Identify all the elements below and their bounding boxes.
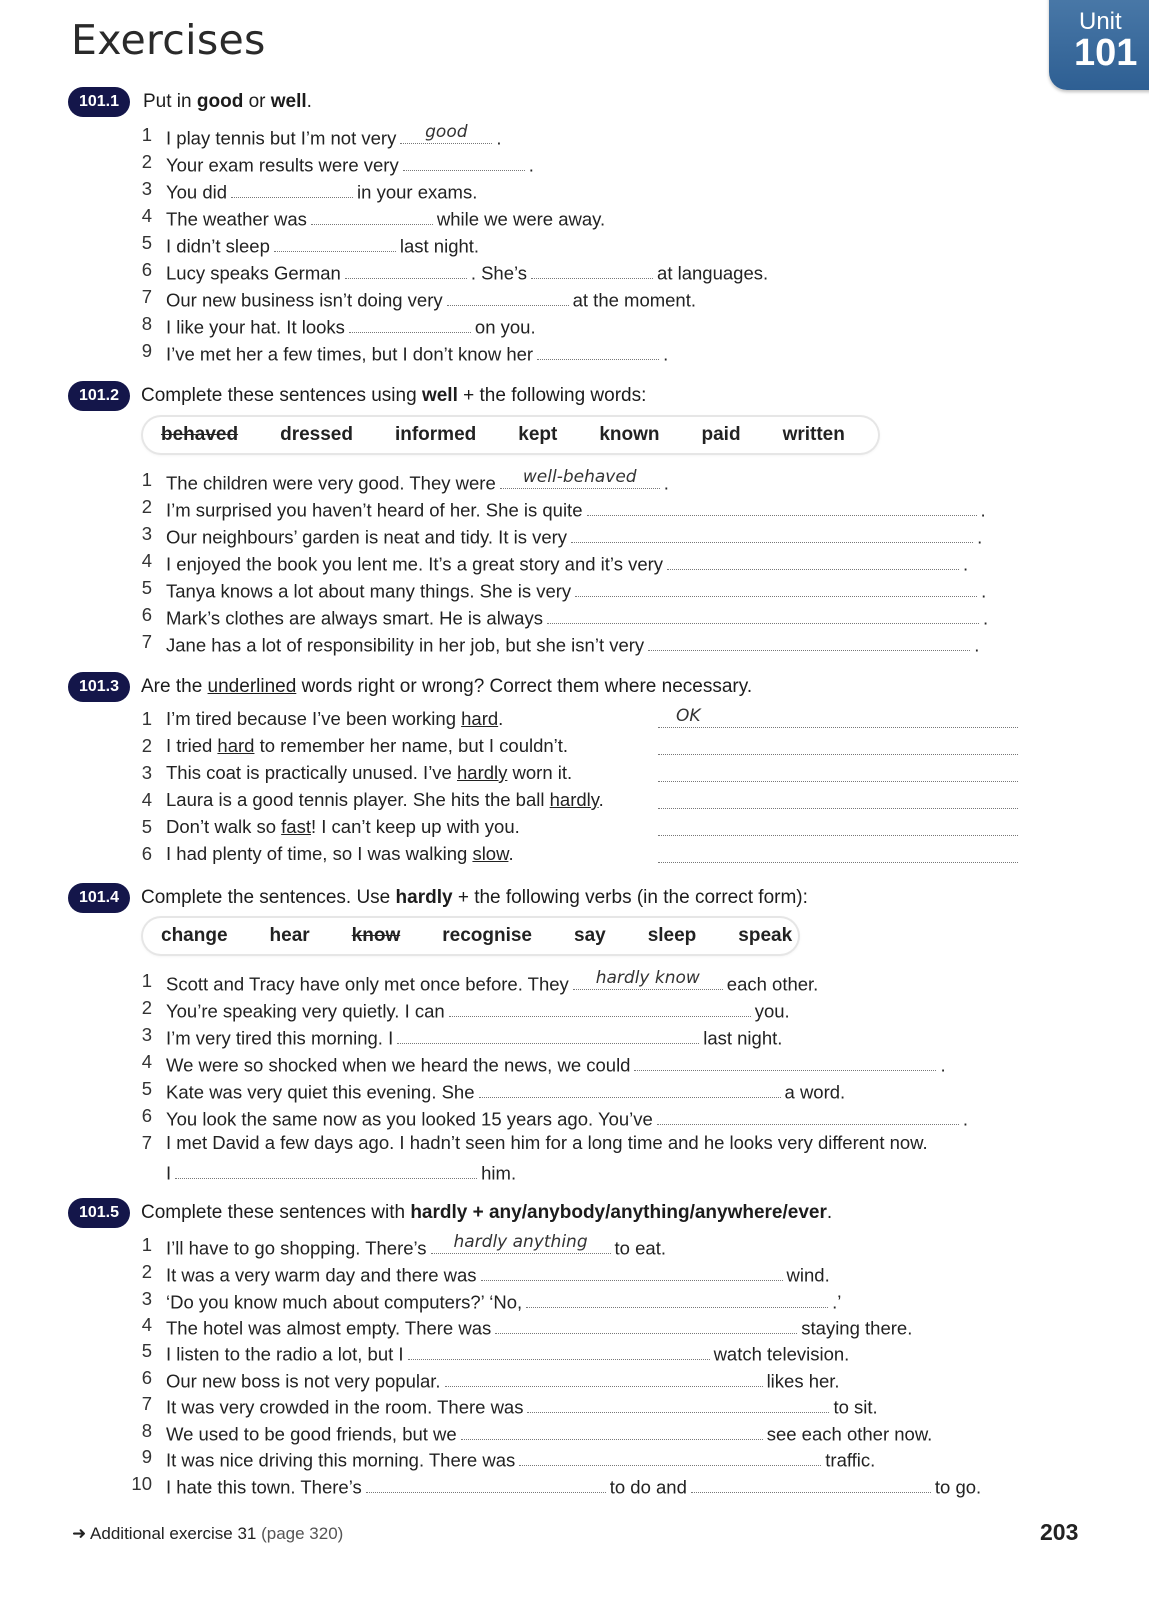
word-item: behaved (161, 424, 239, 445)
answer-row (658, 789, 1018, 814)
exercise-badge-101-3: 101.3 (68, 672, 130, 702)
answer-blank[interactable] (658, 762, 1018, 782)
item-number: 3 (141, 523, 152, 544)
answer-blank[interactable] (667, 550, 959, 570)
item-number: 6 (141, 604, 152, 625)
answer-blank[interactable] (445, 1367, 763, 1387)
word-item: paid (701, 424, 741, 445)
answer-blank[interactable] (526, 1288, 828, 1308)
word-item: say (574, 925, 606, 946)
underlined-word: hard (461, 708, 499, 729)
additional-exercise-link[interactable]: ➜ Additional exercise 31 (page 320) (72, 1524, 344, 1543)
word-item: kept (518, 424, 558, 445)
answer-blank[interactable] (449, 997, 751, 1017)
underlined-word: fast (281, 816, 311, 837)
exercise-item: I play tennis but I’m not very good . (166, 122, 502, 149)
exercise-badge-101-5: 101.5 (68, 1198, 130, 1228)
exercise-item: Laura is a good tennis player. She hits the ball hardly. (166, 789, 604, 810)
handwritten-answer: hardly know (595, 968, 700, 989)
exercise-item: Jane has a lot of responsibility in her job, but she isn’t very . (166, 631, 979, 656)
word-item: speak (738, 925, 793, 946)
page-title: Exercises (71, 16, 266, 64)
exercise-item: I tried hard to remember her name, but I couldn’t. (166, 735, 569, 756)
answer-blank[interactable] (175, 1159, 477, 1179)
answer-blank[interactable] (495, 1314, 797, 1334)
unit-number: 101 (1074, 32, 1138, 74)
handwritten-answer: well-behaved (522, 467, 637, 488)
exercise-item: I like your hat. It looks on you. (166, 313, 536, 338)
exercise-item: Scott and Tracy have only met once before. They hardly know each other. (166, 968, 819, 995)
item-number: 4 (141, 789, 152, 810)
item-number: 5 (141, 232, 152, 253)
item-number: 1 (141, 124, 152, 145)
item-number: 1 (141, 1234, 152, 1255)
answer-blank[interactable] (634, 1051, 936, 1071)
exercise-item: The weather was while we were away. (166, 205, 605, 230)
item-number: 4 (141, 1051, 152, 1072)
answer-blank[interactable] (658, 843, 1018, 863)
answer-blank[interactable] (461, 1420, 763, 1440)
answer-blank[interactable] (657, 1105, 959, 1125)
answer-blank[interactable] (447, 286, 569, 306)
exercise-item: This coat is practically unused. I’ve hardly worn it. (166, 762, 573, 783)
exercise-instruction: Put in good or well. (143, 91, 312, 112)
exercise-item: I hate this town. There’s to do and to go. (166, 1473, 981, 1498)
answer-blank[interactable] (519, 1446, 821, 1466)
word-item: informed (394, 424, 477, 445)
word-item: sleep (647, 925, 697, 946)
exercise-item-continued: I him. (166, 1159, 516, 1184)
item-number: 4 (141, 205, 152, 226)
answer-row (658, 735, 1018, 760)
item-number: 3 (141, 762, 152, 783)
exercise-item: I’ve met her a few times, but I don’t know her . (166, 340, 668, 365)
answer-blank[interactable] (481, 1261, 783, 1281)
answer-blank[interactable] (403, 151, 525, 171)
answer-blank[interactable] (366, 1473, 606, 1493)
word-item: known (599, 424, 660, 445)
answer-blank[interactable] (431, 1234, 611, 1254)
underlined-word: hardly (457, 762, 508, 783)
item-number: 1 (141, 708, 152, 729)
exercise-item: Don’t walk so fast! I can’t keep up with you. (166, 816, 520, 837)
answer-blank[interactable] (658, 816, 1018, 836)
exercise-item: I’ll have to go shopping. There’s hardly anything to eat. (166, 1232, 666, 1259)
answer-blank[interactable] (400, 124, 492, 144)
item-number: 3 (141, 1024, 152, 1045)
answer-blank[interactable] (527, 1393, 829, 1413)
item-number: 9 (141, 340, 152, 361)
word-item: recognise (442, 925, 532, 946)
exercise-item: Our new business isn’t doing very at the moment. (166, 286, 696, 311)
item-number: 5 (141, 816, 152, 837)
exercise-item: Kate was very quiet this evening. She a word. (166, 1078, 845, 1103)
answer-row (658, 708, 1018, 733)
item-number: 2 (141, 997, 152, 1018)
answer-blank[interactable] (345, 259, 467, 279)
item-number: 3 (141, 178, 152, 199)
answer-row (658, 843, 1018, 868)
exercise-item: It was a very warm day and there was wind. (166, 1261, 830, 1286)
handwritten-answer: good (425, 122, 468, 143)
exercise-item: I met David a few days ago. I hadn’t seen him for a long time and he looks very different now. (166, 1132, 928, 1153)
exercise-item: It was nice driving this morning. There was traffic. (166, 1446, 875, 1471)
answer-blank[interactable] (537, 340, 659, 360)
item-number: 3 (141, 1288, 152, 1309)
word-item: written (782, 424, 845, 445)
answer-blank[interactable] (573, 970, 723, 990)
exercise-item: Our neighbours’ garden is neat and tidy. It is very . (166, 523, 982, 548)
item-number: 2 (141, 735, 152, 756)
item-number: 5 (141, 577, 152, 598)
page-number: 203 (1040, 1519, 1079, 1545)
answer-row (658, 816, 1018, 841)
item-number: 2 (141, 1261, 152, 1282)
word-item: dressed (280, 424, 353, 445)
answer-blank[interactable] (274, 232, 396, 252)
answer-blank[interactable] (500, 469, 660, 489)
item-number: 1 (141, 970, 152, 991)
unit-label: Unit (1079, 8, 1122, 35)
item-number: 7 (141, 286, 152, 307)
item-number: 6 (141, 1105, 152, 1126)
item-number: 9 (141, 1446, 152, 1467)
underlined-word: hard (217, 735, 255, 756)
exercise-item: Tanya knows a lot about many things. She is very . (166, 577, 986, 602)
exercise-item: I’m surprised you haven’t heard of her. She is quite . (166, 496, 986, 521)
exercise-item: Lucy speaks German . She’s at languages. (166, 259, 768, 284)
exercise-item: ‘Do you know much about computers?’ ‘No, .’ (166, 1288, 841, 1313)
exercise-badge-101-2: 101.2 (68, 381, 130, 411)
unit-tab (1049, 0, 1149, 90)
item-number: 8 (141, 313, 152, 334)
item-number: 7 (141, 1132, 152, 1153)
answer-blank[interactable] (349, 313, 471, 333)
exercise-badge-101-1: 101.1 (68, 87, 130, 117)
answer-blank[interactable] (531, 259, 653, 279)
answer-blank[interactable] (408, 1340, 710, 1360)
exercise-item: We used to be good friends, but we see each other now. (166, 1420, 932, 1445)
word-item: change (161, 925, 228, 946)
exercise-instruction: Complete these sentences with hardly + any/anybody/anything/anywhere/ever. (141, 1202, 833, 1223)
exercise-item: I’m very tired this morning. I last night. (166, 1024, 782, 1049)
answer-blank[interactable] (575, 577, 977, 597)
exercise-item: Our new boss is not very popular. likes her. (166, 1367, 840, 1392)
exercise-item: You look the same now as you looked 15 years ago. You’ve . (166, 1105, 968, 1130)
answer-blank[interactable] (587, 496, 977, 516)
exercise-item: I listen to the radio a lot, but I watch television. (166, 1340, 849, 1365)
item-number: 6 (141, 259, 152, 280)
underlined-word: slow (472, 843, 509, 864)
exercise-item: You did in your exams. (166, 178, 477, 203)
item-number: 10 (131, 1473, 152, 1494)
answer-blank[interactable] (311, 205, 433, 225)
answer-blank[interactable] (547, 604, 979, 624)
item-number: 8 (141, 1420, 152, 1441)
exercise-item: I’m tired because I’ve been working hard. (166, 708, 504, 729)
arrow-right-icon: ➜ (72, 1524, 87, 1543)
underlined-word: hardly (549, 789, 599, 810)
item-number: 7 (141, 631, 152, 652)
exercise-item: The hotel was almost empty. There was staying there. (166, 1314, 912, 1339)
item-number: 6 (141, 843, 152, 864)
item-number: 4 (141, 1314, 152, 1335)
answer-blank[interactable] (658, 735, 1018, 755)
exercise-item: I enjoyed the book you lent me. It’s a great story and it’s very . (166, 550, 968, 575)
exercise-item: We were so shocked when we heard the news, we could . (166, 1051, 946, 1076)
exercise-item: The children were very good. They were well-behaved . (166, 467, 669, 494)
item-number: 1 (141, 469, 152, 490)
answer-blank[interactable] (658, 789, 1018, 809)
answer-blank[interactable] (231, 178, 353, 198)
exercise-item: It was very crowded in the room. There was to sit. (166, 1393, 878, 1418)
exercise-item: Your exam results were very . (166, 151, 534, 176)
answer-blank[interactable] (479, 1078, 781, 1098)
item-number: 5 (141, 1340, 152, 1361)
exercise-item: Mark’s clothes are always smart. He is always . (166, 604, 988, 629)
exercise-instruction: Complete the sentences. Use hardly + the following verbs (in the correct form): (141, 887, 808, 908)
answer-blank[interactable] (397, 1024, 699, 1044)
item-number: 4 (141, 550, 152, 571)
item-number: 6 (141, 1367, 152, 1388)
item-number: 7 (141, 1393, 152, 1414)
handwritten-answer: OK (676, 706, 701, 727)
exercise-badge-101-4: 101.4 (68, 883, 130, 913)
word-item: hear (269, 925, 310, 946)
handwritten-answer: hardly anything (453, 1232, 588, 1253)
exercise-item: You’re speaking very quietly. I can you. (166, 997, 790, 1022)
exercise-item: I had plenty of time, so I was walking slow. (166, 843, 514, 864)
item-number: 2 (141, 496, 152, 517)
answer-blank[interactable] (658, 708, 1018, 728)
exercise-instruction: Complete these sentences using well + the following words: (141, 385, 647, 406)
word-box (143, 918, 798, 954)
answer-row (658, 762, 1018, 787)
exercise-instruction: Are the underlined words right or wrong? Correct them where necessary. (141, 676, 753, 697)
word-box (143, 417, 878, 453)
answer-blank[interactable] (691, 1473, 931, 1493)
item-number: 2 (141, 151, 152, 172)
word-item: know (351, 925, 401, 946)
answer-blank[interactable] (571, 523, 973, 543)
exercise-item: I didn’t sleep last night. (166, 232, 479, 257)
item-number: 5 (141, 1078, 152, 1099)
answer-blank[interactable] (648, 631, 970, 651)
